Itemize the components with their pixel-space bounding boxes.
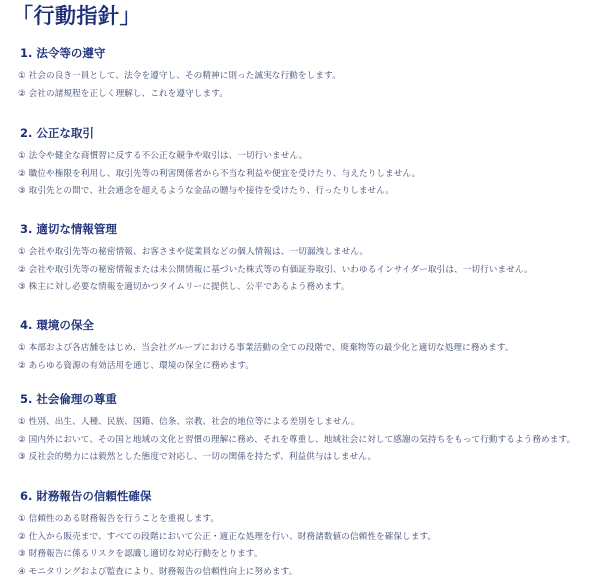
list-item: ① 信頼性のある財務報告を行うことを重視します。	[18, 514, 220, 524]
section-fair-trade	[20, 126, 420, 201]
list-item: ① 法令や健全な商慣習に反する不公正な競争や取引は、一切行いません。	[18, 151, 308, 161]
list-item: ② 国内外において、その国と地域の文化と習慣の理解に務め、それを尊重し、地域社会に対して感謝の気持ちをもって行動するよう務めます。	[18, 434, 576, 445]
list-item: ④ モニタリングおよび監査により、財務報告の信頼性向上に努めます。	[18, 566, 298, 577]
section-information-management	[20, 222, 533, 297]
list-item: ② 会社や取引先等の秘密情報または未公開情報に基づいた株式等の有価証券取引、いわゆるインサイダー取引は、一切行いません。	[18, 264, 533, 275]
section-heading: 5. 社会倫理の尊重	[20, 392, 117, 406]
list-item: ③ 株主に対し必要な情報を適切かつタイムリーに提供し、公平であるよう務めます。	[18, 282, 350, 292]
section-financial-reporting	[20, 489, 436, 581]
list-item: ① 社会の良き一員として、法令を遵守し、その精神に則った誠実な行動をします。	[18, 71, 341, 81]
list-item: ② 仕入から販売まで、すべての段階において公正・適正な処理を行い、財務諸数値の信頼性を確保します。	[18, 531, 437, 542]
section-environment	[20, 318, 514, 375]
section-item-list	[20, 511, 436, 581]
section-item-list	[20, 68, 341, 103]
list-item: ② 職位や権限を利用し、取引先等の利害関係者から不当な利益や便宜を受けたり、与えたりしません。	[18, 168, 421, 179]
section-item-list	[20, 414, 575, 467]
list-item: ① 性別、出生、人種、民族、国籍、信条、宗教、社会的地位等による差別をしません。	[18, 417, 360, 427]
section-item-list	[20, 340, 514, 375]
list-item: ② あらゆる資源の有効活用を通じ、環境の保全に務めます。	[18, 360, 254, 371]
list-item: ② 会社の諸規程を正しく理解し、これを遵守します。	[18, 88, 228, 99]
section-heading: 2. 公正な取引	[20, 126, 94, 140]
section-heading: 4. 環境の保全	[20, 318, 94, 332]
section-heading: 6. 財務報告の信頼性確保	[20, 489, 152, 503]
section-item-list	[20, 244, 533, 297]
section-heading: 3. 適切な情報管理	[20, 222, 117, 236]
section-item-list	[20, 148, 420, 201]
page-title: 「行動指針」	[12, 4, 141, 28]
list-item: ① 会社や取引先等の秘密情報、お客さまや従業員などの個人情報は、一切漏洩しません。	[18, 247, 369, 257]
section-heading: 1. 法令等の遵守	[20, 46, 106, 60]
section-social-ethics	[20, 392, 575, 467]
section-compliance	[20, 46, 341, 103]
list-item: ③ 財務報告に係るリスクを認識し適切な対応行動をとります。	[18, 549, 263, 559]
list-item: ① 本部および各店舗をはじめ、当会社グループにおける事業活動の全ての段階で、廃棄物等の最少化と適切な処理に務めます。	[18, 343, 514, 353]
list-item: ③ 反社会的勢力には毅然とした態度で対応し、一切の関係を持たず、利益供与はしません。	[18, 452, 377, 462]
list-item: ③ 取引先との間で、社会通念を超えるような金品の贈与や接待を受けたり、行ったりしません。	[18, 186, 395, 196]
